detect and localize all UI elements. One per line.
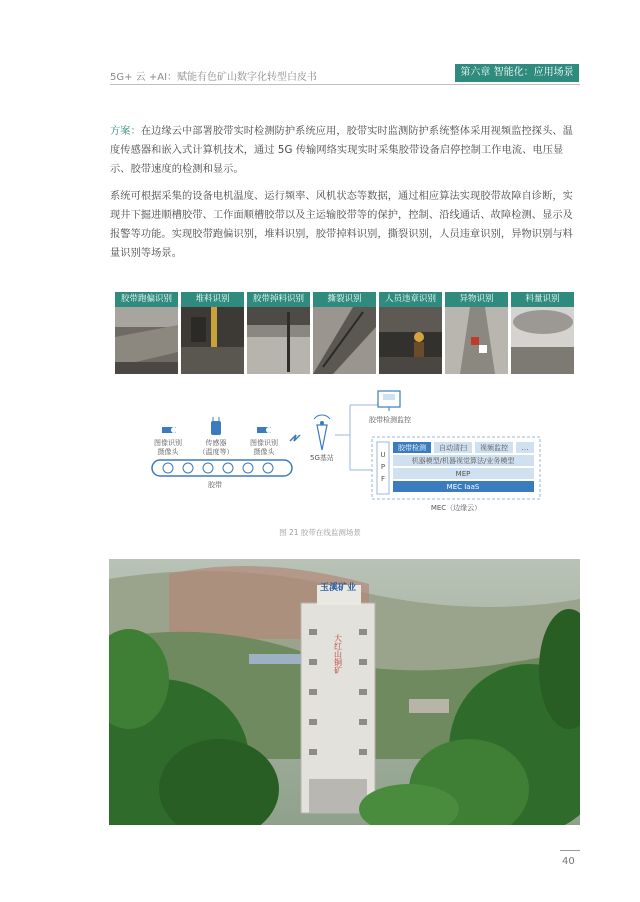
camera-icon	[162, 427, 177, 433]
tower-sign: 玉溪矿业	[319, 583, 357, 593]
device-label-line2: （温度等）	[198, 448, 234, 456]
personnel-violation-photo	[379, 307, 442, 374]
tile-label: 料量识别	[511, 292, 574, 307]
tile-label: 胶带跑偏识别	[115, 292, 178, 307]
device-label-line2: 摄像头	[253, 448, 275, 456]
device-label-line1: 传感器	[205, 439, 227, 447]
recognition-photo-strip	[115, 292, 574, 374]
app-cell-label: 自动清扫	[439, 444, 467, 452]
mine-tower	[301, 585, 375, 813]
wireless-signal-icon	[290, 435, 300, 441]
app-cell-label: 胶带检测	[398, 444, 426, 452]
photo-tile-personnel-violation	[379, 292, 442, 374]
mine-tower-photo	[109, 559, 580, 825]
device-label-line1: 图像识别	[154, 439, 182, 447]
material-volume-photo	[511, 307, 574, 374]
photo-tile-material-volume	[511, 292, 574, 374]
base-station-label: 5G基站	[310, 454, 334, 462]
belt-monitoring-diagram	[150, 385, 550, 515]
tile-label: 堆料识别	[181, 292, 244, 307]
app-cell-label: 视频监控	[480, 444, 508, 452]
mec-caption: MEC（边缘云）	[430, 504, 482, 512]
paragraph-functions: 系统可根据采集的设备电机温度、运行频率、风机状态等数据，通过相应算法实现胶带故障自诊断，实现井下掘进顺槽胶带、工作面顺槽胶带以及主运输胶带等的保护，控制、沿线通话、故障检测、显示及报警等功能。实现胶带跑偏识别，堆料识别，胶带掉料识别，撕裂识别，人员违章识别，异物识别与料量识别等场景。	[110, 191, 573, 259]
solution-keyword: 方案：	[110, 126, 141, 137]
tower-vertical-sign: 大红山铜矿	[333, 634, 343, 674]
belt-label: 胶带	[208, 481, 222, 489]
solution-text: 在边缘云中部署胶带实时检测防护系统应用，胶带实时监测防护系统整体采用视频监控探头、温度传感器和嵌入式计算机技术，通过 5G 传输网络实现实时采集胶带设备启停控制工作电流、电压显示、胶带速度的检测和显示。	[110, 126, 573, 175]
photo-tile-belt-deviation	[115, 292, 178, 374]
conveyor-belt	[152, 460, 292, 476]
upf-letter: U	[380, 451, 386, 459]
chapter-badge: 第六章 智能化：应用场景	[455, 64, 579, 82]
monitor-label: 胶带检测监控	[369, 416, 411, 424]
material-pile-photo	[181, 307, 244, 374]
upf-letter: P	[380, 463, 386, 471]
model-layer-label: 机器模型/机器视觉算法/业务模型	[411, 457, 515, 465]
foreign-object-photo	[445, 307, 508, 374]
app-cell-label: …	[521, 444, 529, 452]
footer-divider	[560, 850, 580, 851]
header-divider	[110, 84, 580, 85]
mep-layer-label: MEP	[455, 470, 471, 478]
camera-icon	[257, 427, 272, 433]
figure-caption: 图 21 胶带在线监测场景	[279, 528, 361, 537]
document-title: 5G+ 云 +AI：赋能有色矿山数字化转型白皮书	[110, 72, 318, 83]
tile-label: 异物识别	[445, 292, 508, 307]
belt-deviation-photo	[115, 307, 178, 374]
base-station-icon	[314, 415, 330, 450]
tile-label: 胶带掉料识别	[247, 292, 310, 307]
photo-tile-tear	[313, 292, 376, 374]
monitor-icon	[378, 391, 400, 411]
photo-tile-belt-spill	[247, 292, 310, 374]
tile-label: 撕裂识别	[313, 292, 376, 307]
iaas-layer-label: MEC IaaS	[446, 483, 480, 491]
tear-photo	[313, 307, 376, 374]
photo-tile-material-pile	[181, 292, 244, 374]
device-label-line1: 图像识别	[250, 439, 278, 447]
page-number: 40	[562, 856, 575, 867]
belt-spill-photo	[247, 307, 310, 374]
upf-letter: F	[380, 475, 386, 483]
tile-label: 人员违章识别	[379, 292, 442, 307]
sensor-icon	[211, 417, 221, 435]
device-label-line2: 摄像头	[157, 448, 179, 456]
photo-tile-foreign-object	[445, 292, 508, 374]
paragraph-solution	[110, 122, 582, 179]
